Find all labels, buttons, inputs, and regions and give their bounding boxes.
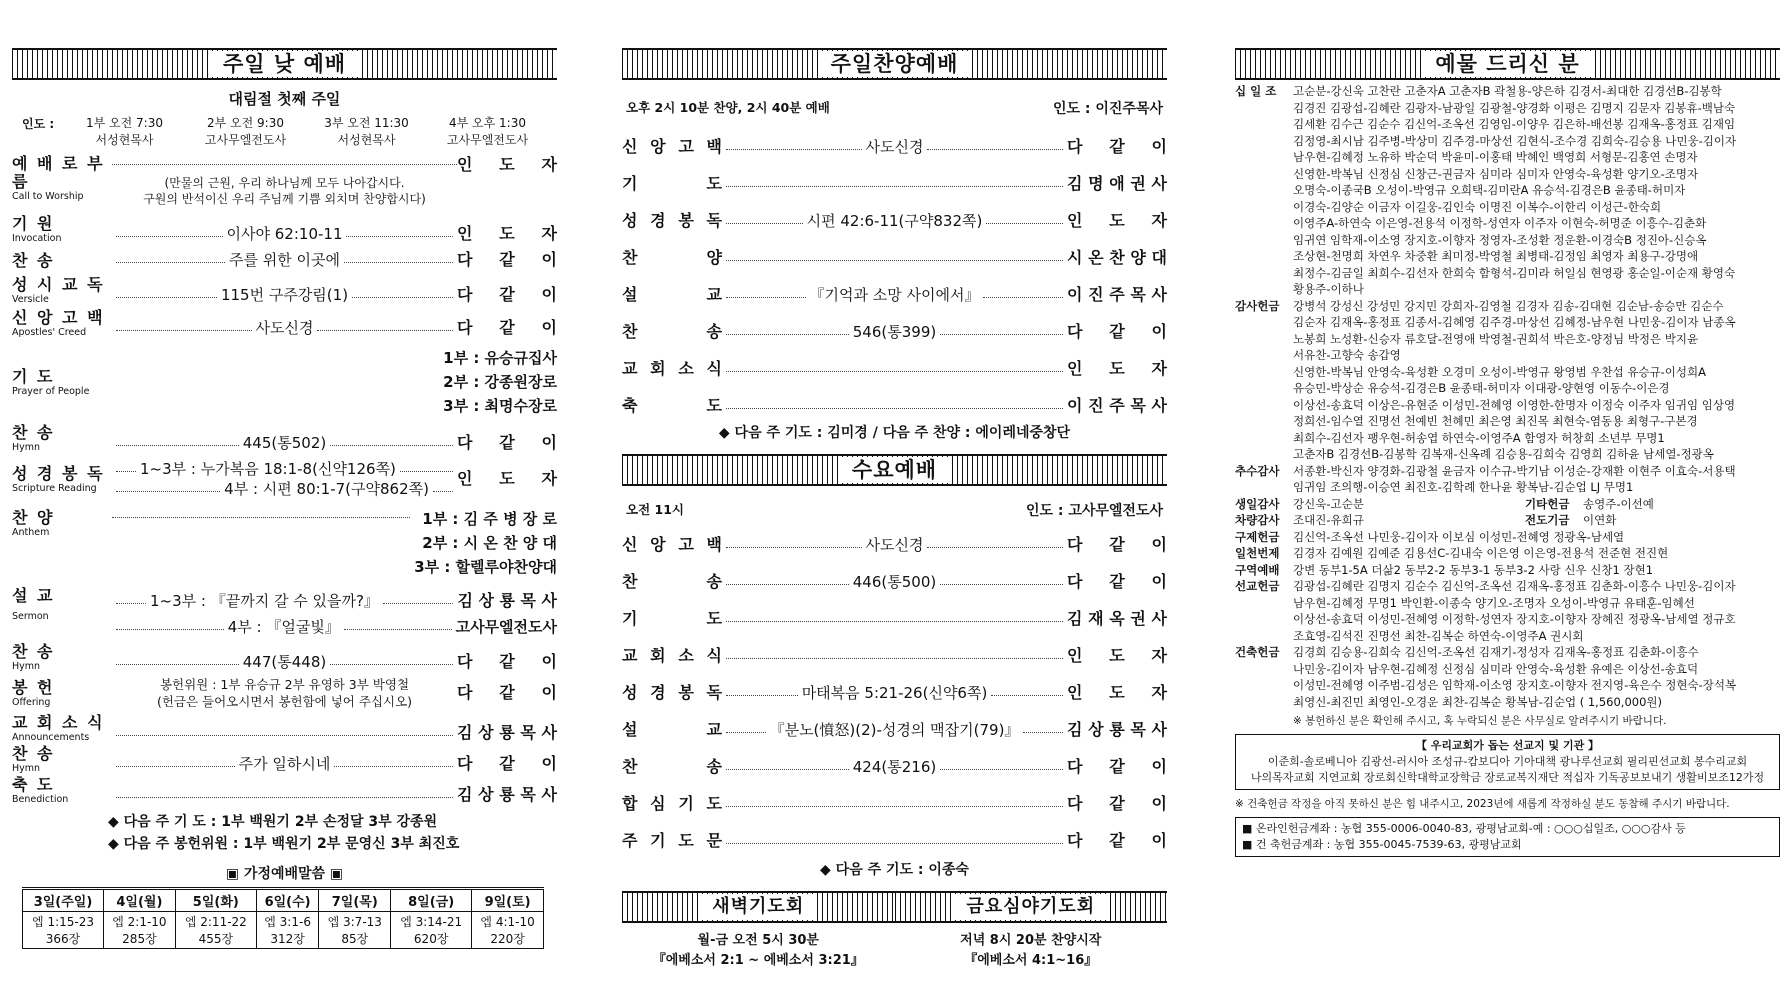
sermon-who-2: 고사무엘전도사 — [455, 618, 558, 636]
ref-cell: 엡 2:1-10 285장 — [104, 912, 176, 949]
friday-prayer — [895, 891, 1168, 971]
giving-names-line: 이상선-송효덕 이상은-유현준 이성민-전혜영 이영한-한명자 이정숙 이주자 임귀임 임상영 — [1293, 397, 1736, 412]
time-slot-1 — [64, 115, 185, 149]
dawn-title: 새벽기도회 — [700, 894, 816, 920]
sunday-service-column — [12, 48, 557, 949]
anthem-who-1: 1부 : 김 주 병 장 로 — [422, 510, 557, 528]
order-who: 인 도 자 — [1067, 211, 1167, 230]
giving-names-line: 조효영-김석진 진명선 최찬-김복순 하연숙-이영주A 권시회 — [1293, 628, 1584, 643]
prayer-who-2: 2부 : 강종원장로 — [443, 373, 557, 391]
giving-group — [1235, 578, 1780, 644]
account-line-2: ■ 건 축헌금계좌 : 농협 355-0045-7539-63, 광평남교회 — [1242, 838, 1522, 851]
giving-group — [1235, 545, 1780, 562]
wednesday-order-list — [622, 520, 1167, 853]
order-label-en: Benediction — [12, 794, 69, 805]
sermon-who-1: 김 상 룡 목 사 — [457, 591, 557, 610]
praise-title-bar — [622, 48, 1167, 80]
order-label: 찬 양 — [12, 508, 55, 527]
giving-names-line: 김세환 김수근 김순수 김신억-조옥선 김영임-이양우 김은하-배선봉 김재옥-홍정표 김재임 — [1293, 117, 1736, 131]
order-creed — [12, 309, 557, 338]
order-content: 사도신경 — [865, 536, 924, 554]
order-label-en: Hymn — [12, 442, 41, 453]
order-who: 다 같 이 — [457, 652, 557, 671]
praise-title: 주일찬양예배 — [819, 51, 971, 77]
time-slot-2 — [185, 115, 306, 149]
sunday-subtitle: 대림절 첫째 주일 — [228, 90, 341, 108]
wednesday-title: 수요예배 — [840, 457, 949, 483]
dawn-line-1: 월-금 오전 5시 30분 — [697, 933, 819, 948]
giving-category: 차량감사 — [1235, 513, 1280, 527]
order-label: 기 도 — [622, 174, 722, 193]
giving-names-line: 임귀연 임학재-이소영 장지호-이향자 정영자-조성환 정운환-이경숙B 정진아-신승옥 — [1293, 232, 1707, 247]
giving-names-line: 김경희 김승용-김희숙 김신억-조옥선 김재기-정성자 김재옥-홍정표 김춘화-이흥수 — [1293, 645, 1699, 659]
giving-list — [1235, 83, 1780, 710]
order-content: 445(통502) — [242, 434, 327, 452]
order-who: 다 같 이 — [457, 683, 557, 702]
order-who: 다 같 이 — [1067, 572, 1167, 591]
order-who: 다 같 이 — [457, 250, 557, 269]
order-hymn-1 — [12, 250, 557, 270]
giving-group — [1235, 644, 1780, 710]
day-cell: 9일(토) — [472, 889, 544, 912]
missions-line-2: 나의목자교회 지연교회 장로회신학대학교장학금 장로교복지재단 적십자 기독공보보내기 생활비보조12가정 — [1250, 771, 1765, 784]
order-row — [622, 668, 1167, 705]
order-who: 다 같 이 — [457, 285, 557, 304]
prayer-meetings — [622, 891, 1167, 971]
giving-names-line: 조상현-천명희 차연우 차중환 최미정-박영철 최병태-김정임 최영자 최용구-강명애 — [1293, 249, 1699, 263]
order-label: 교 회 소 식 — [622, 646, 722, 665]
giving-category: 구제헌금 — [1235, 529, 1280, 544]
day-cell: 7일(목) — [319, 889, 391, 912]
order-label: 찬 송 — [12, 642, 55, 661]
order-who: 시 온 찬 양 대 — [1067, 248, 1167, 267]
order-versicle — [12, 276, 557, 305]
daily-refs-row — [23, 912, 544, 949]
ref-cell: 엡 3:14-21 620장 — [391, 912, 472, 949]
giving-group — [1235, 463, 1780, 496]
order-who: 이 진 주 목 사 — [1067, 396, 1167, 415]
daily-worship-title: ▣ 가정예배말씀 ▣ — [225, 866, 344, 882]
order-label: 기 도 — [12, 366, 55, 386]
order-content: 사도신경 — [865, 138, 924, 156]
order-label: 기 원 — [12, 214, 55, 233]
wednesday-leader: 인도 : 고사무엘전도사 — [1025, 503, 1163, 519]
giving-names-line: 고춘자B 김경선B-김봉학 김복재-신옥례 김승용-김희숙 김영희 김하윤 남세열-정광옥 — [1293, 447, 1714, 461]
slot-time: 4부 오후 1:30 — [449, 116, 526, 130]
order-label-en: Call to Worship — [12, 191, 84, 202]
order-row — [622, 779, 1167, 816]
order-row — [622, 307, 1167, 344]
giving-title-bar — [1235, 48, 1780, 80]
giving-names-line: 신영한-박복님 신정심 신창근-권금자 심미라 심미자 안영숙-육성환 양기오-조명자 — [1293, 166, 1699, 181]
giving-title: 예물 드리신 분 — [1423, 51, 1591, 77]
daily-days-row — [23, 889, 544, 912]
offering-text-2: (헌금은 들어오시면서 봉헌함에 넣어 주십시오) — [156, 694, 413, 709]
dawn-line-2: 『에베소서 2:1 ~ 에베소서 3:21』 — [652, 953, 864, 968]
offerings-column — [1235, 48, 1780, 857]
call-text-1: (만물의 근원, 우리 하나님께 모두 나아갑시다. — [164, 176, 405, 190]
order-who: 인 도 자 — [457, 469, 557, 488]
day-cell: 3일(주일) — [23, 889, 104, 912]
order-who: 김 상 룡 목 사 — [1067, 720, 1168, 739]
wednesday-title-bar — [622, 454, 1167, 486]
slot-time: 2부 오전 9:30 — [207, 116, 284, 130]
giving-names-line: 김경진 김광섭-김혜란 김광자-남광일 김광철-양경화 이평은 김명지 김문자 김봉휴-백남숙 — [1293, 100, 1736, 115]
giving-group — [1235, 83, 1780, 298]
dawn-prayer — [622, 891, 895, 971]
order-who: 다 같 이 — [457, 433, 557, 452]
service-times — [12, 115, 557, 149]
order-content: 『기억과 소망 사이에서』 — [809, 286, 980, 304]
giving-names-line: 이영주A-하연숙 이은영-전용석 이정학-성연자 이주자 이현숙-허명준 이흥수-김춘화 — [1293, 216, 1707, 230]
giving-names-line: 남우현-김혜정 노유하 박순덕 박윤미-이홍태 박혜인 백영희 서형문-김홍연 손명자 — [1293, 150, 1698, 164]
sunday-title: 주일 낮 예배 — [211, 51, 358, 77]
giving-names-line: 이성민-전혜영 이주범-김성은 임학재-이소영 장지호-이향자 전지영-육은수 정현숙-장석복 — [1293, 678, 1737, 692]
giving-note: ※ 봉헌하신 분은 확인해 주시고, 혹 누락되신 분은 사무실로 알려주시기 바랍니다. — [1293, 715, 1667, 727]
time-slot-4 — [427, 115, 548, 149]
order-who: 다 같 이 — [457, 318, 557, 337]
ref-cell: 엡 2:11-22 455장 — [175, 912, 256, 949]
order-content: 주가 일하시네 — [238, 755, 331, 773]
order-who: 인 도 자 — [1067, 646, 1167, 665]
sunday-title-bar — [12, 48, 557, 80]
giving-names: 강신욱-고순분 — [1293, 496, 1364, 511]
day-cell: 8일(금) — [391, 889, 472, 912]
wednesday-next: ◆ 다음 주 기도 : 이종숙 — [820, 862, 969, 878]
order-who: 다 같 이 — [1067, 322, 1167, 341]
order-label: 예 배 로 부 름 — [12, 154, 105, 191]
giving-names-line: 이경숙-김양순 이금자 이길웅-김인숙 이명진 이복수-이한리 이성근-한숙희 — [1293, 199, 1662, 214]
order-row — [622, 742, 1167, 779]
order-label: 찬 송 — [622, 572, 722, 591]
giving-names-line: 최희수-김선자 팽우현-허송엽 하연숙-이영주A 함영자 허창희 소년부 무명1 — [1293, 430, 1665, 445]
order-row — [622, 520, 1167, 557]
giving-names-line: 나민웅-김이자 남우현-김혜정 신정심 심미라 안영숙-육성환 유예은 이상선-송효덕 — [1293, 661, 1699, 676]
wednesday-time: 오전 11시 — [626, 502, 684, 517]
order-row — [622, 344, 1167, 381]
order-label-en: Prayer of People — [12, 385, 90, 397]
order-label: 찬 송 — [12, 423, 55, 442]
next-week-offering: ◆ 다음 주 봉헌위원 : 1부 백원기 2부 문영신 3부 최진호 — [108, 836, 460, 852]
giving-names-line: 서종환-박신자 양경화-김광철 윤금자 이수규-박기남 이성순-강재환 이현주 이효숙-서용택 — [1293, 463, 1736, 478]
giving-group — [1235, 496, 1780, 513]
giving-names-line: 고순분-강신욱 고찬란 고춘자A 고춘자B 곽철용-양은하 김경서-최대한 김경선B-김봉학 — [1293, 84, 1722, 98]
giving-names: 송영주-이선예 — [1583, 496, 1654, 511]
order-label-en: Scripture Reading — [12, 482, 97, 494]
giving-names-line: 김신억-조옥선 나민웅-김이자 이보심 이성민-전혜영 정광옥-남세열 — [1293, 529, 1625, 544]
order-label-en: Hymn — [12, 661, 41, 672]
order-label: 성 시 교 독 — [12, 275, 105, 294]
giving-names-line: 김광섭-김혜란 김명지 김순수 김신억-조옥선 김재옥-홍정표 김춘화-이흥수 나민웅-김이자 — [1293, 579, 1736, 593]
order-label: 찬 양 — [622, 248, 722, 267]
order-row — [622, 233, 1167, 270]
giving-names-line: 최영신-최진민 최영인-오경운 최찬-김복순 황복남-김순업 ( 1,560,000원) — [1293, 694, 1662, 709]
order-who: 다 같 이 — [457, 754, 557, 773]
account-box — [1235, 817, 1780, 857]
order-who: 다 같 이 — [1067, 757, 1167, 776]
order-content: 447(통448) — [242, 653, 327, 671]
ref-cell: 엡 4:1-10 220장 — [472, 912, 544, 949]
order-label: 축 도 — [622, 396, 722, 415]
order-call-to-worship — [12, 155, 557, 207]
slot-leader: 서성현목사 — [95, 133, 154, 147]
order-label-en: Apostles' Creed — [12, 327, 87, 338]
order-who: 김 명 애 권 사 — [1067, 174, 1167, 193]
order-row — [622, 381, 1167, 418]
call-text-2: 구원의 반석이신 우리 주님께 기쁨 외치며 찬양합시다) — [143, 192, 426, 206]
order-announcements — [12, 714, 557, 743]
order-who: 다 같 이 — [1067, 794, 1167, 813]
order-row — [622, 631, 1167, 668]
giving-group — [1235, 562, 1780, 579]
order-label: 설 교 — [12, 586, 55, 605]
order-label: 교 회 소 식 — [12, 713, 105, 732]
order-label-en: Sermon — [12, 611, 49, 622]
order-who: 다 같 이 — [1067, 831, 1167, 850]
order-row — [622, 816, 1167, 853]
giving-names-line — [1293, 496, 1780, 513]
order-label: 성 경 봉 독 — [12, 463, 105, 483]
giving-names-line — [1293, 512, 1780, 529]
order-label: 성 경 봉 독 — [622, 211, 722, 230]
sermon-text-2: 4부 : 『얼굴빛』 — [227, 618, 340, 636]
giving-category: 전도기금 — [1525, 513, 1570, 527]
daily-worship-table — [22, 887, 544, 949]
order-label-en: Anthem — [12, 527, 50, 538]
order-content: 이사야 62:10-11 — [226, 225, 343, 243]
order-who: 김 재 옥 권 사 — [1067, 609, 1167, 628]
praise-leader: 인도 : 이진주목사 — [1052, 101, 1163, 117]
order-who: 다 같 이 — [1067, 535, 1167, 554]
times-lead: 인도 : — [22, 117, 55, 131]
account-line-1: ■ 온라인헌금계좌 : 농협 355-0006-0040-83, 광평남교회-예 : ○○○십일조, ○○○감사 등 — [1242, 822, 1686, 835]
order-content: 446(통500) — [852, 573, 937, 591]
friday-line-1: 저녁 8시 20분 찬양시작 — [960, 933, 1102, 948]
order-who: 인 도 자 — [457, 155, 557, 174]
prayer-who-1: 1부 : 유승규집사 — [443, 349, 557, 367]
order-label-en: Offering — [12, 696, 51, 708]
order-who: 다 같 이 — [1067, 137, 1167, 156]
order-content: 546(통399) — [852, 323, 937, 341]
order-hymn-3 — [12, 643, 557, 672]
giving-names-line: 황용주-이하나 — [1293, 282, 1364, 296]
day-cell: 5일(화) — [175, 889, 256, 912]
giving-category: 구역예배 — [1235, 562, 1280, 577]
order-prayer — [12, 346, 557, 418]
giving-names-line: 김순자 김재옥-홍정표 김종서-김혜영 김주경-마상선 김혜정-남우현 나민웅-김이자 남종옥 — [1293, 315, 1736, 329]
order-content: 『분노(憤怒)(2)-성경의 맥잡기(79)』 — [769, 721, 1020, 739]
order-row — [622, 196, 1167, 233]
order-content: 424(통216) — [852, 758, 937, 776]
missions-box — [1235, 734, 1780, 790]
order-who: 김 상 룡 목 사 — [457, 723, 557, 742]
order-who: 이 진 주 목 사 — [1067, 285, 1168, 304]
giving-group — [1235, 512, 1780, 529]
order-label: 신 앙 고 백 — [622, 137, 722, 156]
order-scripture — [12, 459, 557, 499]
order-content: 마태복음 5:21-26(신약6쪽) — [801, 684, 988, 702]
slot-leader: 고사무엘전도사 — [204, 133, 287, 147]
giving-names-line: 서유찬-고향숙 송갑영 — [1293, 348, 1401, 362]
slot-leader: 고사무엘전도사 — [446, 133, 529, 147]
order-sermon — [12, 585, 557, 637]
giving-names-line: 유승민-박상순 유승석-김경은B 윤종태-허미자 이대광-양현영 이동수-이은경 — [1293, 381, 1670, 395]
ref-cell: 엡 3:7-13 85장 — [319, 912, 391, 949]
order-label-en: Announcements — [12, 732, 90, 743]
slot-time: 1부 오전 7:30 — [86, 116, 163, 130]
order-who: 김 상 룡 목 사 — [457, 785, 557, 804]
order-who: 인 도 자 — [1067, 359, 1167, 378]
giving-names-line: 김정영-최시남 김주병-박상미 김주경-마상선 김현식-조수경 김희숙-김승용 나민웅-김이자 — [1293, 133, 1737, 148]
giving-names-line: 남우현-김혜정 무명1 박인환-이종숙 양기오-조명자 오성이-박영규 유태훈-임혜선 — [1293, 595, 1695, 610]
order-label: 찬 송 — [12, 251, 55, 270]
friday-title: 금요심야기도회 — [954, 894, 1107, 920]
ref-cell: 엡 1:15-23 366장 — [23, 912, 104, 949]
giving-group — [1235, 529, 1780, 546]
giving-names-line: 임귀임 조의행-이승연 최진호-김학례 한나윤 황복남-김순업 LJ 무명1 — [1293, 480, 1634, 494]
order-label: 축 도 — [12, 775, 55, 794]
giving-names: 이연화 — [1583, 513, 1617, 527]
order-row — [622, 270, 1167, 307]
giving-category: 건축헌금 — [1235, 645, 1280, 659]
order-content: 시편 42:6-11(구약832쪽) — [806, 212, 983, 230]
sermon-text-1: 1~3부 : 『끝까지 갈 수 있을까?』 — [150, 592, 379, 610]
order-label: 찬 송 — [622, 757, 722, 776]
order-label: 찬 송 — [12, 744, 55, 763]
slot-leader: 서성현목사 — [337, 133, 396, 147]
building-note: ※ 건축헌금 작정을 아직 못하신 분은 힘 내주시고, 2023년에 새롭게 작정하실 분도 동참해 주시기 바랍니다. — [1235, 798, 1730, 810]
order-content: 사도신경 — [255, 319, 314, 337]
giving-names-line: 노봉희 노성환-신승자 류호달-전영애 박영철-권희석 박은호-양정님 박정은 박지윤 — [1293, 331, 1699, 346]
slot-time: 3부 오전 11:30 — [324, 116, 409, 130]
giving-category: 기타헌금 — [1525, 496, 1570, 511]
praise-time: 오후 2시 10분 찬양, 2시 40분 예배 — [626, 100, 830, 115]
friday-line-2: 『에베소서 4:1~16』 — [964, 953, 1098, 968]
missions-head: 【 우리교회가 돕는 선교지 및 기관 】 — [1415, 739, 1600, 752]
order-hymn-4 — [12, 745, 557, 774]
giving-names-line: 정희선-임수열 진명선 천예빈 천혜민 최은영 최진목 최현숙-염동용 최형구-구본경 — [1293, 414, 1698, 428]
order-row — [622, 122, 1167, 159]
day-cell: 6일(수) — [256, 889, 319, 912]
order-hymn-2 — [12, 424, 557, 453]
giving-category: 감사헌금 — [1235, 298, 1280, 313]
offering-text-1: 봉헌위원 : 1부 유승규 2부 유영하 3부 박영철 — [159, 677, 410, 692]
giving-names-line: 오명숙-이종국B 오성이-박영규 오희택-김미란A 유승석-김경은B 윤종태-허미자 — [1293, 183, 1686, 197]
order-label: 봉 헌 — [12, 677, 55, 697]
giving-names-line: 최정수-김금일 최희수-김선자 한희숙 함형석-김미라 허일심 현영광 홍순일-이순재 황영숙 — [1293, 265, 1736, 280]
order-row — [622, 557, 1167, 594]
praise-next: ◆ 다음 주 기도 : 김미경 / 다음 주 찬양 : 에이레네중창단 — [718, 425, 1071, 441]
order-offering — [12, 676, 557, 710]
anthem-who-3: 3부 : 할렐루야찬양대 — [414, 558, 557, 576]
order-who: 인 도 자 — [1067, 683, 1168, 702]
giving-category: 십 일 조 — [1235, 84, 1277, 98]
order-label-en: Versicle — [12, 294, 49, 305]
wednesday-header — [626, 500, 1163, 520]
day-cell: 4일(월) — [104, 889, 176, 912]
order-who: 인 도 자 — [457, 224, 557, 243]
order-label: 기 도 — [622, 609, 722, 628]
giving-category: 추수감사 — [1235, 463, 1280, 478]
ref-cell: 엡 3:1-6 312장 — [256, 912, 319, 949]
giving-names-line: 강변 동부1-5A 더삶2 동부2-2 동부3-1 동부3-2 사랑 신우 신창1 장현1 — [1293, 562, 1654, 577]
giving-names-line: 김경자 김예원 김예준 김용선C-김내숙 이은영 이은영-전용석 전준현 전진현 — [1293, 546, 1669, 560]
order-label: 설 교 — [622, 285, 722, 304]
missions-line-1: 이준희-솔로베니아 김광선-러시아 조성규-캄보디아 기아대책 광나루선교회 필리핀선교회 봉수리교회 — [1267, 755, 1748, 768]
order-label: 설 교 — [622, 720, 722, 739]
giving-names-line: 강병석 강성신 강성민 강지민 강희자-김영철 김경자 김송-김대현 김순남-송승만 김순수 — [1293, 298, 1724, 313]
order-label: 주 기 도 문 — [622, 831, 722, 850]
order-label: 교 회 소 식 — [622, 359, 722, 378]
order-row — [622, 705, 1167, 742]
order-label: 합 심 기 도 — [622, 794, 722, 813]
scripture-text-2: 4부 : 시편 80:1-7(구약862쪽) — [224, 480, 429, 498]
scripture-text-1: 1~3부 : 누가복음 18:1-8(신약126쪽) — [140, 460, 396, 478]
giving-names-line: 이상선-송효덕 이성민-전혜영 이정학-성연자 장지호-이향자 장혜진 정광옥-남세열 정규호 — [1293, 612, 1736, 626]
order-label-en: Invocation — [12, 233, 62, 244]
order-label: 성 경 봉 독 — [622, 683, 722, 702]
time-slot-3 — [306, 115, 427, 149]
next-week-prayer: ◆ 다음 주 기 도 : 1부 백원기 2부 손정달 3부 강종원 — [108, 814, 438, 830]
order-row — [622, 594, 1167, 631]
evening-service-column — [622, 48, 1167, 971]
anthem-who-2: 2부 : 시 온 찬 양 대 — [422, 534, 557, 552]
praise-order-list — [622, 122, 1167, 418]
order-label: 신 앙 고 백 — [12, 308, 105, 327]
giving-category: 선교헌금 — [1235, 579, 1280, 593]
order-invocation — [12, 215, 557, 244]
giving-names-line: 신영한-박복님 안영숙-육성환 오경미 오성이-박영규 왕영범 우찬섭 유승규-이성희A — [1293, 364, 1706, 379]
order-label: 신 앙 고 백 — [622, 535, 722, 554]
order-content: 주를 위한 이곳에 — [229, 251, 340, 269]
order-benediction — [12, 776, 557, 805]
order-row — [622, 159, 1167, 196]
order-anthem — [12, 507, 557, 579]
order-label-en: Hymn — [12, 763, 41, 774]
order-label: 찬 송 — [622, 322, 722, 341]
giving-category: 생일감사 — [1235, 496, 1280, 511]
giving-group — [1235, 298, 1780, 463]
prayer-who-3: 3부 : 최명수장로 — [443, 397, 557, 415]
order-content: 115번 구주강림(1) — [220, 286, 349, 304]
giving-names: 조대진-유희규 — [1293, 513, 1364, 527]
giving-category: 일천번제 — [1235, 546, 1280, 560]
praise-header — [626, 98, 1163, 118]
